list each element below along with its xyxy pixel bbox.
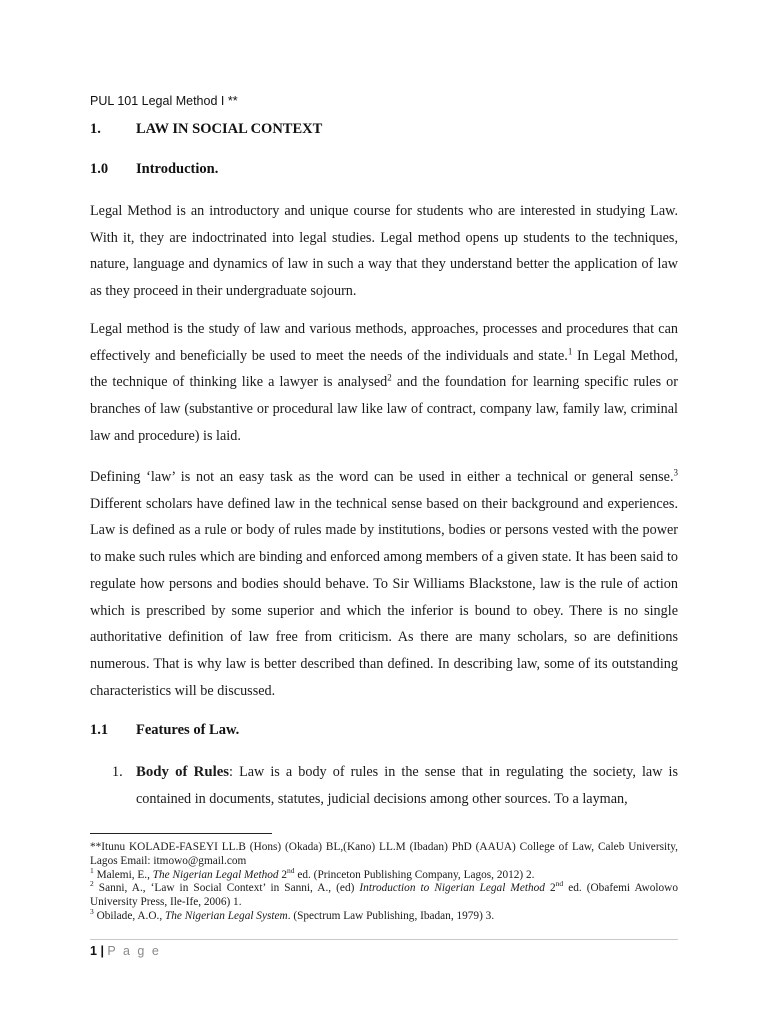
- list-item-title: Body of Rules: [136, 764, 230, 780]
- list-item: [136, 759, 678, 812]
- footnote-3: [90, 907, 678, 924]
- list-item-text: : Law is a body of rules in the sense that in regulating the society, law is contained in documents, statutes, judicial decisions among other sources. To a layman,: [136, 764, 678, 807]
- footnote-text: Sanni, A., ‘Law in Social Context’ in Sanni, A., (ed): [93, 882, 360, 895]
- footnote-separator: [90, 833, 272, 834]
- footnote-ordinal: nd: [555, 879, 564, 889]
- heading-number: 1.1: [90, 722, 109, 738]
- paragraph-text: Legal method is the study of law and various methods, approaches, processes and procedures that can effectively and beneficially be used to meet the needs of the individuals and state.: [90, 321, 678, 364]
- footer-rule: [90, 939, 678, 940]
- footer-separator: |: [100, 944, 104, 958]
- heading-number: 1.0: [90, 161, 109, 177]
- paragraph-text: Different scholars have defined law in the technical sense based on their background and experiences. Law is defined as a rule or body of rules made by institutions, bodies or persons vested with the power to make such rules which are binding and enforced among members of a given state. It has been said to regulate how persons and bodies should behave. To Sir Williams Blackstone, law is the rule of action which is prescribed by some superior and which the inferior is bound to obey. There is no single authoritative definition of law free from criticism. As there are many scholars, so are definitions numerous. That is why law is better described than defined. In describing law, some of its outstanding characteristics will be discussed.: [90, 495, 678, 699]
- heading-text: Features of Law.: [136, 722, 240, 738]
- heading-number: 1.: [90, 121, 101, 137]
- paragraph-text: In Legal Method, the technique of thinking like a lawyer is analysed: [90, 347, 678, 391]
- paragraph-text: and the foundation for learning specific rules or branches of law (substantive or procedural law like law of contract, company law, family law, criminal law and procedure) is laid.: [90, 374, 678, 444]
- footnote-work-title: The Nigerian Legal Method: [152, 868, 279, 881]
- page-footer: [90, 944, 161, 958]
- footnote-ref[interactable]: 3: [673, 467, 678, 478]
- footnote-number: 2: [90, 879, 94, 889]
- footnote-work-title: Introduction to Nigerian Legal Method: [359, 882, 545, 895]
- footnote-number: 1: [90, 865, 94, 875]
- heading-law-in-social-context: [90, 121, 322, 138]
- paragraph-intro: Legal Method is an introductory and unique course for students who are interested in studying Law. With it, they are indoctrinated into legal studies. Legal method opens up students to the techniques, nature, language and dynamics of law in such a way that they understand better the application of law as they proceed in their undergraduate sojourn.: [90, 203, 678, 300]
- page-label: P a g e: [107, 944, 161, 958]
- footnote-text: Obilade, A.O.,: [93, 909, 165, 922]
- heading-introduction: [90, 161, 218, 178]
- footnote-work-title: The Nigerian Legal System: [164, 909, 288, 922]
- page-number: 1: [90, 944, 97, 958]
- heading-text: LAW IN SOCIAL CONTEXT: [136, 121, 323, 137]
- footnotes: [90, 841, 678, 924]
- list-marker: 1.: [112, 764, 123, 780]
- footnote-text: 2: [544, 882, 556, 895]
- footnote-text: 2: [278, 868, 288, 881]
- paragraph-defining-law: [90, 464, 678, 704]
- heading-features-of-law: [90, 722, 239, 739]
- footnote-author: **Itunu KOLADE-FASEYI LL.B (Hons) (Okada) BL,(Kano) LL.M (Ibadan) PhD (AAUA) College of Law, Caleb University, Lagos Email: itmowo@gmail.com: [90, 841, 678, 867]
- footnote-ref[interactable]: 1: [567, 345, 573, 356]
- paragraph-text: Defining ‘law’ is not an easy task as the word can be used in either a technical or general sense.: [90, 469, 674, 485]
- footnote-text: ed. (Princeton Publishing Company, Lagos, 2012) 2.: [294, 868, 535, 881]
- course-title: PUL 101 Legal Method I **: [90, 94, 238, 108]
- footnote-ordinal: nd: [287, 865, 295, 875]
- footnote-number: 3: [90, 907, 94, 917]
- footnote-2: [90, 879, 678, 910]
- footnote-text: ed. (Obafemi Awolowo University Press, Ile-Ife, 2006) 1.: [90, 882, 678, 909]
- heading-text: Introduction.: [136, 161, 219, 177]
- footnote-text: Malemi, E.,: [93, 868, 153, 881]
- footnote-text: . (Spectrum Law Publishing, Ibadan, 1979) 3.: [287, 909, 495, 922]
- footnote-ref[interactable]: 2: [387, 372, 392, 383]
- footnote-1: [90, 865, 678, 883]
- paragraph-legal-method-definition: [90, 316, 678, 450]
